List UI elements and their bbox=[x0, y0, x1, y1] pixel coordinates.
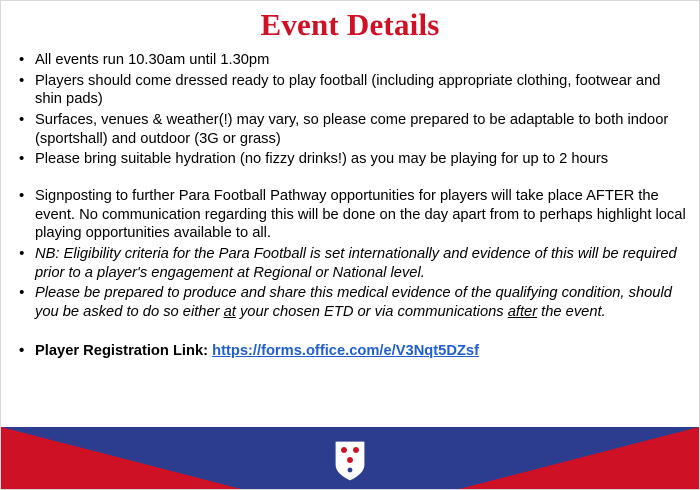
footer-red-left-wedge bbox=[1, 427, 241, 489]
underlined-word-at: at bbox=[223, 304, 236, 321]
list-item-underlined bbox=[11, 284, 687, 321]
list-item: • Please bring suitable hydration (no fizzy drinks!) as you may be playing for up to 2 hours bbox=[11, 150, 687, 169]
text-part: the event. bbox=[537, 304, 606, 321]
registration-item bbox=[11, 342, 687, 361]
footer-red-right-wedge bbox=[459, 427, 699, 489]
registration-link[interactable]: https://forms.office.com/e/V3Nqt5DZsf bbox=[212, 342, 479, 359]
three-lions-crest-icon bbox=[333, 439, 367, 483]
footer-banner bbox=[1, 427, 699, 489]
list-item: • All events run 10.30am until 1.30pm bbox=[11, 51, 687, 70]
registration-label: Player Registration Link: bbox=[35, 342, 209, 359]
list-item: • Signposting to further Para Football Pathway opportunities for players will take place AFTER the event. No communication regarding this will be done on the day apart from to perhaps highlight local playing opportunities available to all. bbox=[11, 187, 687, 243]
list-item: • Players should come dressed ready to play football (including appropriate clothing, footwear and shin pads) bbox=[11, 72, 687, 109]
list-item: • Surfaces, venues & weather(!) may vary, so please come prepared to be adaptable to both indoor (sportshall) and outdoor (3G or grass) bbox=[11, 111, 687, 148]
underlined-word-after: after bbox=[507, 304, 538, 321]
list-item: • NB: Eligibility criteria for the Para Football is set internationally and evidence of this will be required prior to a player's engagement at Regional or National level. bbox=[11, 245, 687, 282]
bullet-list bbox=[11, 51, 687, 360]
text-part: Please be prepared to produce and share this medical evidence of the qualifying condition, should you be asked to do so either bbox=[35, 285, 672, 321]
page-title: Event Details bbox=[260, 7, 440, 42]
slide-content bbox=[11, 51, 687, 362]
text-part: your chosen ETD or via communications bbox=[235, 304, 508, 321]
